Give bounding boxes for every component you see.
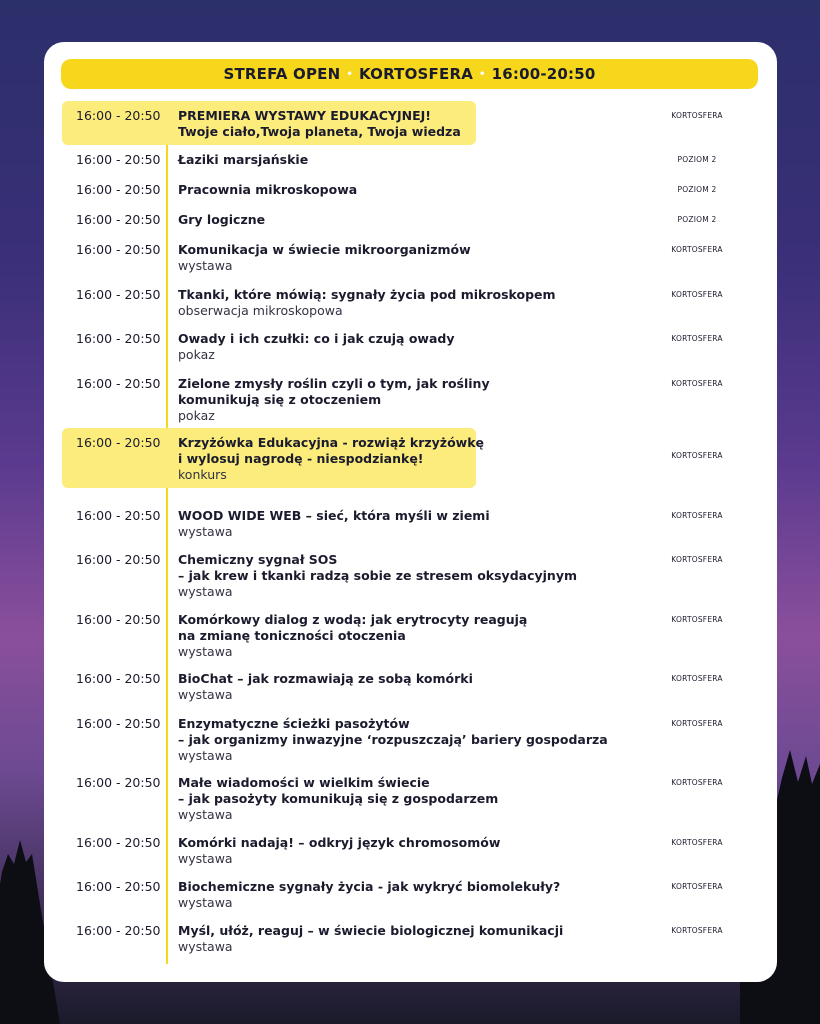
event-type: wystawa [178, 687, 233, 702]
event-title: Gry logiczne [178, 212, 266, 227]
event-time: 16:00 - 20:50 [76, 612, 161, 627]
event-time: 16:00 - 20:50 [76, 376, 161, 391]
event-location: KORTOSFERA [671, 111, 723, 120]
event-type: wystawa [178, 584, 233, 599]
event-type: wystawa [178, 524, 233, 539]
event-type: konkurs [178, 467, 227, 482]
event-location: KORTOSFERA [671, 334, 723, 343]
event-time: 16:00 - 20:50 [76, 152, 161, 167]
event-title: BioChat – jak rozmawiają ze sobą komórki [178, 671, 473, 686]
event-location: KORTOSFERA [671, 379, 723, 388]
event-time: 16:00 - 20:50 [76, 331, 161, 346]
event-time: 16:00 - 20:50 [76, 182, 161, 197]
event-time: 16:00 - 20:50 [76, 508, 161, 523]
event-location: KORTOSFERA [671, 838, 723, 847]
event-time: 16:00 - 20:50 [76, 212, 161, 227]
header-place: KORTOSFERA [358, 65, 474, 83]
event-title: Zielone zmysły roślin czyli o tym, jak rośliny komunikują się z otoczeniem [178, 376, 490, 407]
header-separator: • [346, 68, 353, 80]
event-location: KORTOSFERA [671, 674, 723, 683]
event-type: wystawa [178, 895, 233, 910]
event-title: Krzyżówka Edukacyjna - rozwiąż krzyżówkę i wylosuj nagrodę - niespodziankę! [178, 435, 485, 466]
event-title: Komunikacja w świecie mikroorganizmów [178, 242, 471, 257]
event-time: 16:00 - 20:50 [76, 242, 161, 257]
event-title: Enzymatyczne ścieżki pasożytów – jak organizmy inwazyjne ‘rozpuszczają’ bariery gospodarza [178, 716, 608, 747]
event-time: 16:00 - 20:50 [76, 775, 161, 790]
event-location: KORTOSFERA [671, 555, 723, 564]
timeline-divider [166, 102, 168, 964]
event-time: 16:00 - 20:50 [76, 552, 161, 567]
event-location: KORTOSFERA [671, 615, 723, 624]
event-location: KORTOSFERA [671, 926, 723, 935]
event-location: POZIOM 2 [677, 215, 717, 224]
schedule-header [61, 59, 758, 89]
event-time: 16:00 - 20:50 [76, 923, 161, 938]
event-type: wystawa [178, 748, 233, 763]
event-type: pokaz [178, 347, 215, 362]
event-time: 16:00 - 20:50 [76, 835, 161, 850]
event-time: 16:00 - 20:50 [76, 108, 161, 123]
event-type: pokaz [178, 408, 215, 423]
event-title: Tkanki, które mówią: sygnały życia pod mikroskopem [178, 287, 556, 302]
event-location: KORTOSFERA [671, 511, 723, 520]
event-title: Biochemiczne sygnały życia - jak wykryć biomolekuły? [178, 879, 561, 894]
event-type: wystawa [178, 258, 233, 273]
event-location: POZIOM 2 [677, 155, 717, 164]
event-title: PREMIERA WYSTAWY EDUKACYJNEJ! Twoje ciało,Twoja planeta, Twoja wiedza [178, 108, 461, 139]
event-type: obserwacja mikroskopowa [178, 303, 343, 318]
event-time: 16:00 - 20:50 [76, 671, 161, 686]
event-title: WOOD WIDE WEB – sieć, która myśli w ziemi [178, 508, 490, 523]
event-type: wystawa [178, 807, 233, 822]
event-title: Komórkowy dialog z wodą: jak erytrocyty reagują na zmianę toniczności otoczenia [178, 612, 528, 643]
header-zone: STREFA OPEN [223, 65, 341, 83]
event-title: Myśl, ułóż, reaguj – w świecie biologicznej komunikacji [178, 923, 564, 938]
event-time: 16:00 - 20:50 [76, 879, 161, 894]
event-time: 16:00 - 20:50 [76, 287, 161, 302]
event-location: KORTOSFERA [671, 451, 723, 460]
header-hours: 16:00-20:50 [491, 65, 596, 83]
event-location: KORTOSFERA [671, 882, 723, 891]
event-title: Pracownia mikroskopowa [178, 182, 358, 197]
event-type: wystawa [178, 939, 233, 954]
event-type: wystawa [178, 851, 233, 866]
event-title: Małe wiadomości w wielkim świecie – jak pasożyty komunikują się z gospodarzem [178, 775, 499, 806]
header-separator: • [479, 68, 486, 80]
event-title: Komórki nadają! – odkryj język chromosomów [178, 835, 501, 850]
event-title: Owady i ich czułki: co i jak czują owady [178, 331, 455, 346]
event-title: Łaziki marsjańskie [178, 152, 309, 167]
event-location: POZIOM 2 [677, 185, 717, 194]
event-location: KORTOSFERA [671, 290, 723, 299]
event-location: KORTOSFERA [671, 245, 723, 254]
event-type: wystawa [178, 644, 233, 659]
event-time: 16:00 - 20:50 [76, 435, 161, 450]
event-location: KORTOSFERA [671, 778, 723, 787]
schedule-card [44, 42, 777, 982]
event-location: KORTOSFERA [671, 719, 723, 728]
event-title: Chemiczny sygnał SOS – jak krew i tkanki radzą sobie ze stresem oksydacyjnym [178, 552, 577, 583]
event-time: 16:00 - 20:50 [76, 716, 161, 731]
